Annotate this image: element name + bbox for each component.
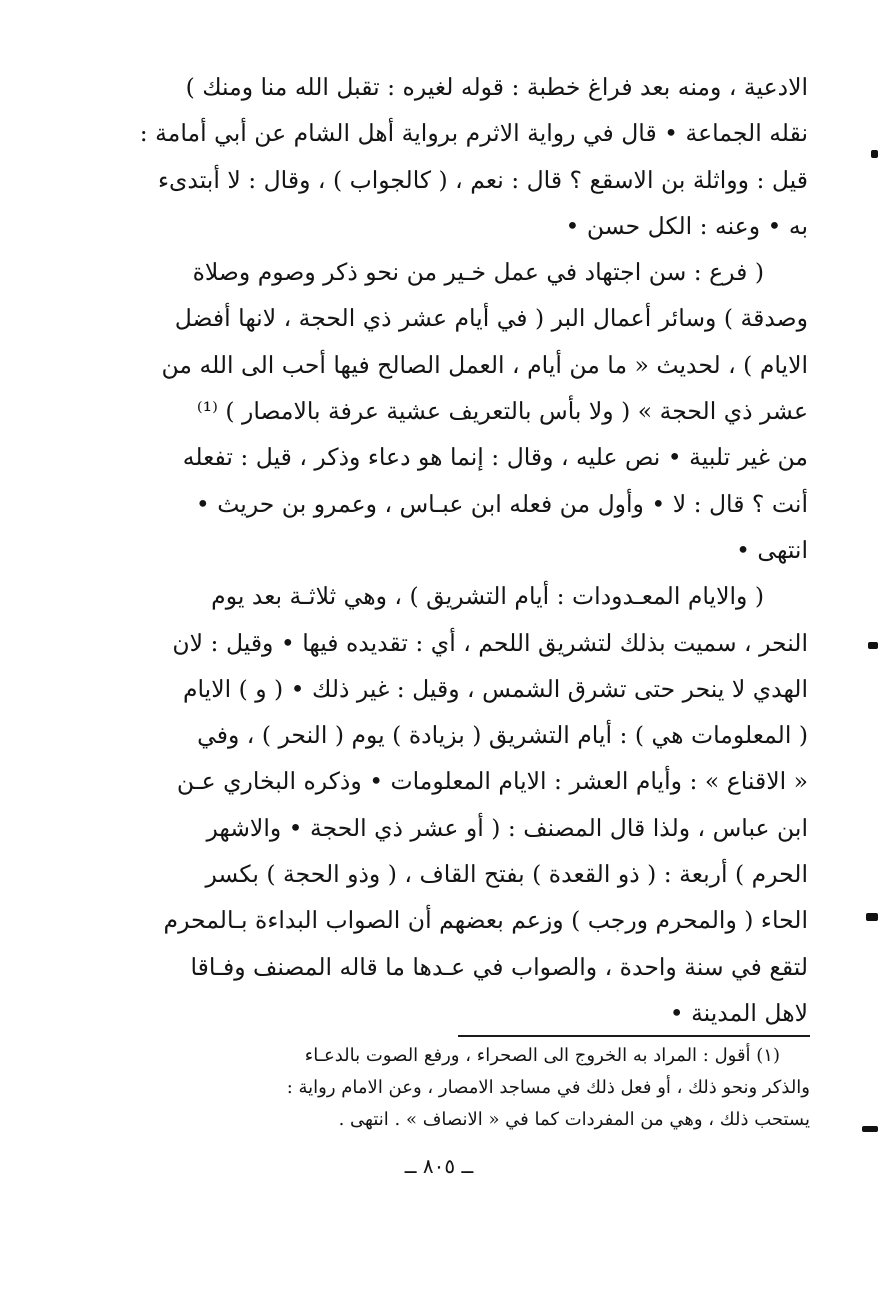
text-line: وصدقة ) وسائر أعمال البر ( في أيام عشر ذي الحجة ، لانها أفضل <box>174 304 808 333</box>
text-line: الايام ) ، لحديث « ما من أيام ، العمل الصالح فيها أحب الى الله من <box>161 350 808 379</box>
scan-mark <box>862 1126 878 1132</box>
scan-mark <box>868 642 878 649</box>
text-line: ابن عباس ، ولذا قال المصنف : ( أو عشر ذي الحجة • والاشهر <box>206 813 808 842</box>
text-line: به • وعنه : الكل حسن • <box>565 211 808 240</box>
scan-mark <box>866 913 878 921</box>
text-line: الحاء ( والمحرم ورجب ) وزعم بعضهم أن الصواب البداءة بـالمحرم <box>163 906 808 935</box>
text-line: عشر ذي الحجة » ( ولا بأس بالتعريف عشية عرفة بالامصار ) ⁽¹⁾ <box>196 397 808 426</box>
footnotes <box>130 1040 810 1136</box>
text-line: نقله الجماعة • قال في رواية الاثرم برواية أهل الشام عن أبي أمامة : <box>140 119 808 148</box>
footnote-divider <box>458 1035 810 1037</box>
text-line: ( فرع : سن اجتهاد في عمل خـير من نحو ذكر وصوم وصلاة <box>192 258 764 287</box>
main-text <box>140 64 808 1036</box>
text-line: الادعية ، ومنه بعد فراغ خطبة : قوله لغيره : تقبل الله منا ومنك ) <box>185 73 808 101</box>
footnote-line: يستحب ذلك ، وهي من المفردات كما في « الانصاف » . انتهى . <box>338 1109 810 1130</box>
text-line: قيل : وواثلة بن الاسقع ؟ قال : نعم ، ( كالجواب ) ، وقال : لا أبتدىء <box>157 165 808 194</box>
scan-mark <box>871 150 878 158</box>
text-line: انتهى • <box>736 535 808 564</box>
text-line: لاهل المدينة • <box>669 998 808 1027</box>
text-line: أنت ؟ قال : لا • وأول من فعله ابن عبـاس ، وعمرو بن حريث • <box>195 489 808 518</box>
text-line: النحر ، سميت بذلك لتشريق اللحم ، أي : تقديده فيها • وقيل : لان <box>172 628 808 657</box>
text-line: ( والايام المعـدودات : أيام التشريق ) ، وهي ثلاثـة بعد يوم <box>211 582 764 611</box>
text-line: « الاقناع » : وأيام العشر : الايام المعلومات • وذكره البخاري عـن <box>176 767 808 796</box>
text-line: من غير تلبية • نص عليه ، وقال : إنما هو دعاء وذكر ، قيل : تفعله <box>182 443 808 472</box>
footnote-line: والذكر ونحو ذلك ، أو فعل ذلك في مساجد الامصار ، وعن الامام رواية : <box>286 1077 810 1098</box>
page-number: ــ ٨٠٥ ــ <box>404 1154 474 1178</box>
footnote-line: (١) أقول : المراد به الخروج الى الصحراء ، ورفع الصوت بالدعـاء <box>304 1045 780 1066</box>
text-line: الحرم ) أربعة : ( ذو القعدة ) بفتح القاف ، ( وذو الحجة ) بكسر <box>205 860 808 889</box>
text-line: ( المعلومات هي ) : أيام التشريق ( بزيادة ) يوم ( النحر ) ، وفي <box>197 721 808 750</box>
text-line: لتقع في سنة واحدة ، والصواب في عـدها ما قاله المصنف وفـاقا <box>190 952 808 981</box>
text-line: الهدي لا ينحر حتى تشرق الشمس ، وقيل : غير ذلك • ( و ) الايام <box>182 674 808 703</box>
